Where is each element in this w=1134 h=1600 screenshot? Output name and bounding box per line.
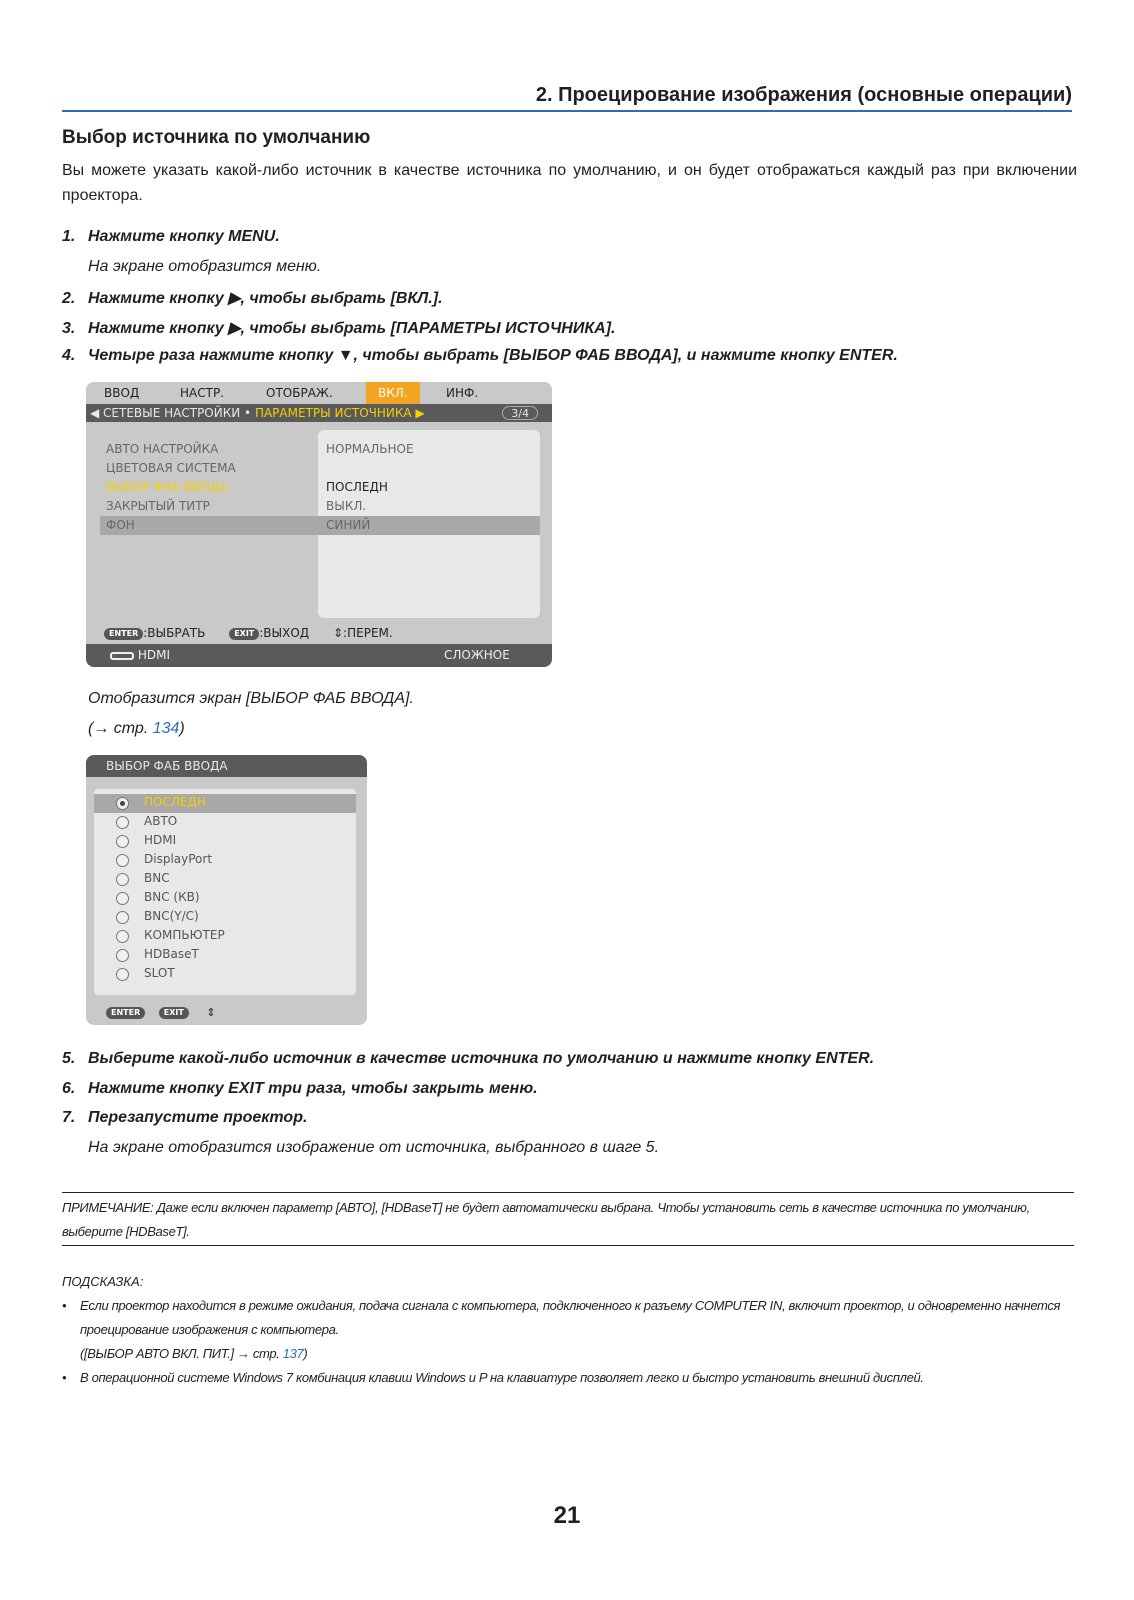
osd-tab-bar (86, 382, 552, 404)
option-last[interactable] (94, 794, 356, 813)
step-2 (62, 288, 443, 308)
option-displayport[interactable] (94, 851, 356, 870)
tip-bullet-1 (62, 1294, 1074, 1366)
note-bottom-rule (62, 1245, 1074, 1246)
tip-bullet-reference (80, 1342, 1074, 1366)
header-rule (62, 110, 1072, 112)
note-text: ПРИМЕЧАНИЕ: Даже если включен параметр [АВТО], [HDBaseT] не будет автоматически выбрана. Чтобы установить сеть в качестве источника по умолчанию, выберите [HDBaseT]. (62, 1200, 1030, 1239)
radio-icon[interactable] (116, 892, 129, 905)
updown-arrow-icon: ⇕ (206, 1006, 216, 1019)
osd-value-auto-adjust: НОРМАЛЬНОЕ (326, 442, 414, 456)
osd-select-hint: :ВЫБРАТЬ (143, 626, 206, 640)
step-4-reference (88, 720, 185, 738)
step-number: 4. (62, 347, 76, 364)
option-label: АВТО (144, 814, 178, 828)
step-text: Нажмите кнопку ▶, чтобы выбрать [ВКЛ.]. (88, 290, 443, 307)
step-1-result: На экране отобразится меню. (88, 258, 322, 275)
osd-exit-hint: :ВЫХОД (259, 626, 310, 640)
option-label: HDMI (144, 833, 177, 847)
step-text: Перезапустите проектор. (88, 1109, 308, 1126)
osd-move-hint: ⇕:ПЕРЕМ. (333, 626, 393, 640)
step-4 (62, 347, 898, 365)
radio-icon[interactable] (116, 816, 129, 829)
page-number: 21 (553, 1502, 581, 1529)
osd-select-title: ВЫБОР ФАБ ВВОДА (86, 755, 367, 777)
ref-prefix: (→ стр. (88, 720, 153, 737)
page-link[interactable]: 137 (282, 1346, 304, 1361)
option-slot[interactable] (94, 965, 356, 984)
option-label: BNC (144, 871, 170, 885)
osd-select-key-guide (86, 1001, 367, 1025)
option-bnc-cv[interactable] (94, 889, 356, 908)
radio-icon[interactable] (116, 854, 129, 867)
osd-value-background: СИНИЙ (326, 518, 371, 532)
note-top-rule (62, 1192, 1074, 1193)
radio-icon[interactable] (116, 873, 129, 886)
radio-icon[interactable] (116, 930, 129, 943)
hdmi-icon (110, 652, 134, 660)
option-bnc-yc[interactable] (94, 908, 356, 927)
option-label: КОМПЬЮТЕР (144, 928, 225, 942)
step-text: Нажмите кнопку EXIT три раза, чтобы закрыть меню. (88, 1080, 538, 1097)
osd-key-guide (86, 622, 552, 644)
osd-item-background[interactable]: ФОН (106, 518, 135, 532)
step-4-result: Отобразится экран [ВЫБОР ФАБ ВВОДА]. (88, 690, 414, 707)
osd-subtab-source-options[interactable]: ПАРАМЕТРЫ ИСТОЧНИКА ▶ (254, 406, 425, 420)
option-label: DisplayPort (144, 852, 213, 866)
option-computer[interactable] (94, 927, 356, 946)
option-bnc[interactable] (94, 870, 356, 889)
page-header: 2. Проецирование изображения (основные операции) (535, 84, 1072, 106)
radio-icon[interactable] (116, 968, 129, 981)
osd-tab-display[interactable]: ОТОБРАЖ. (266, 386, 333, 400)
osd-tab-on[interactable]: ВКЛ. (366, 382, 420, 404)
step-number: 6. (62, 1080, 76, 1097)
page-link[interactable]: 134 (152, 720, 180, 737)
enter-key-icon: ENTER (106, 1007, 145, 1019)
osd-value-closed-caption: ВЫКЛ. (326, 499, 367, 513)
option-label: HDBaseT (144, 947, 199, 961)
tip-title: ПОДСКАЗКА: (62, 1274, 144, 1289)
step-number: 1. (62, 228, 76, 245)
osd-tab-info[interactable]: ИНФ. (446, 386, 479, 400)
exit-key-icon: EXIT (229, 628, 259, 640)
step-number: 3. (62, 320, 76, 337)
option-label: BNC (КВ) (144, 890, 200, 904)
option-auto[interactable] (94, 813, 356, 832)
option-label: SLOT (144, 966, 175, 980)
radio-icon[interactable] (116, 835, 129, 848)
osd-subtab-network[interactable]: ◀ СЕТЕВЫЕ НАСТРОЙКИ • (90, 406, 252, 420)
osd-tab-setup[interactable]: НАСТР. (180, 386, 224, 400)
step-number: 7. (62, 1109, 76, 1126)
step-number: 5. (62, 1050, 76, 1067)
osd-item-auto-adjust[interactable]: АВТО НАСТРОЙКА (106, 442, 219, 456)
step-text: Нажмите кнопку ▶, чтобы выбрать [ПАРАМЕТРЫ ИСТОЧНИКА]. (88, 320, 616, 337)
osd-menu-screen (86, 382, 552, 667)
osd-tab-input[interactable]: ВВОД (104, 386, 140, 400)
osd-status-source: HDMI (137, 648, 170, 662)
osd-item-closed-caption[interactable]: ЗАКРЫТЫЙ ТИТР (106, 499, 210, 513)
osd-status-mode: СЛОЖНОЕ (444, 648, 510, 662)
osd-selected-row (100, 516, 540, 535)
step-number: 2. (62, 290, 76, 307)
radio-icon[interactable] (116, 911, 129, 924)
step-text: Нажмите кнопку MENU. (88, 228, 280, 245)
ref-prefix: ([ВЫБОР АВТО ВКЛ. ПИТ.] → стр. (80, 1346, 283, 1361)
step-7 (62, 1109, 307, 1127)
option-label: ПОСЛЕДН (144, 795, 206, 809)
enter-key-icon: ENTER (104, 628, 143, 640)
ref-suffix: ) (303, 1346, 308, 1361)
tip-bullet-text: Если проектор находится в режиме ожидания, подача сигнала с компьютера, подключенного к разъему COMPUTER IN, включит проектор, и одновременно начнется проецирование изображения с компьютера. (80, 1298, 1061, 1337)
step-text: Выберите какой-либо источник в качестве источника по умолчанию и нажмите кнопку ENTER. (88, 1050, 875, 1067)
osd-item-color-system[interactable]: ЦВЕТОВАЯ СИСТЕМА (106, 461, 236, 475)
osd-default-input-screen (86, 755, 367, 1025)
tip-bullet-2 (62, 1366, 1074, 1390)
step-5 (62, 1050, 874, 1068)
osd-options-panel (94, 789, 356, 995)
radio-icon[interactable] (116, 949, 129, 962)
step-1 (62, 228, 280, 246)
osd-item-default-input[interactable]: ВЫБОР ФАБ ВВОДА (106, 480, 228, 494)
option-hdmi[interactable] (94, 832, 356, 851)
osd-page-indicator: 3/4 (502, 406, 538, 420)
option-hdbaset[interactable] (94, 946, 356, 965)
intro-paragraph: Вы можете указать какой-либо источник в качестве источника по умолчанию, и он будет отображаться каждый раз при включении проектора. (62, 162, 1077, 204)
step-text: Четыре раза нажмите кнопку ▼, чтобы выбрать [ВЫБОР ФАБ ВВОДА], и нажмите кнопку ENTER. (88, 347, 898, 364)
option-label: BNC(Y/C) (144, 909, 199, 923)
osd-subtab-bar (86, 404, 552, 422)
ref-suffix: ) (179, 720, 185, 737)
section-title: Выбор источника по умолчанию (62, 127, 371, 148)
osd-value-default-input: ПОСЛЕДН (326, 480, 388, 494)
bullet-marker: • (62, 1370, 67, 1385)
step-6 (62, 1080, 538, 1098)
tip-bullet-text: В операционной системе Windows 7 комбинация клавиш Windows и P на клавиатуре позволяет легко и быстро установить внешний дисплей. (80, 1370, 924, 1385)
step-7-result: На экране отобразится изображение от источника, выбранного в шаге 5. (88, 1139, 660, 1156)
osd-menu-body (86, 422, 552, 622)
bullet-marker: • (62, 1298, 67, 1313)
exit-key-icon: EXIT (159, 1007, 189, 1019)
radio-selected-icon[interactable] (116, 797, 129, 810)
osd-status-bar (86, 644, 552, 667)
step-3 (62, 318, 616, 338)
